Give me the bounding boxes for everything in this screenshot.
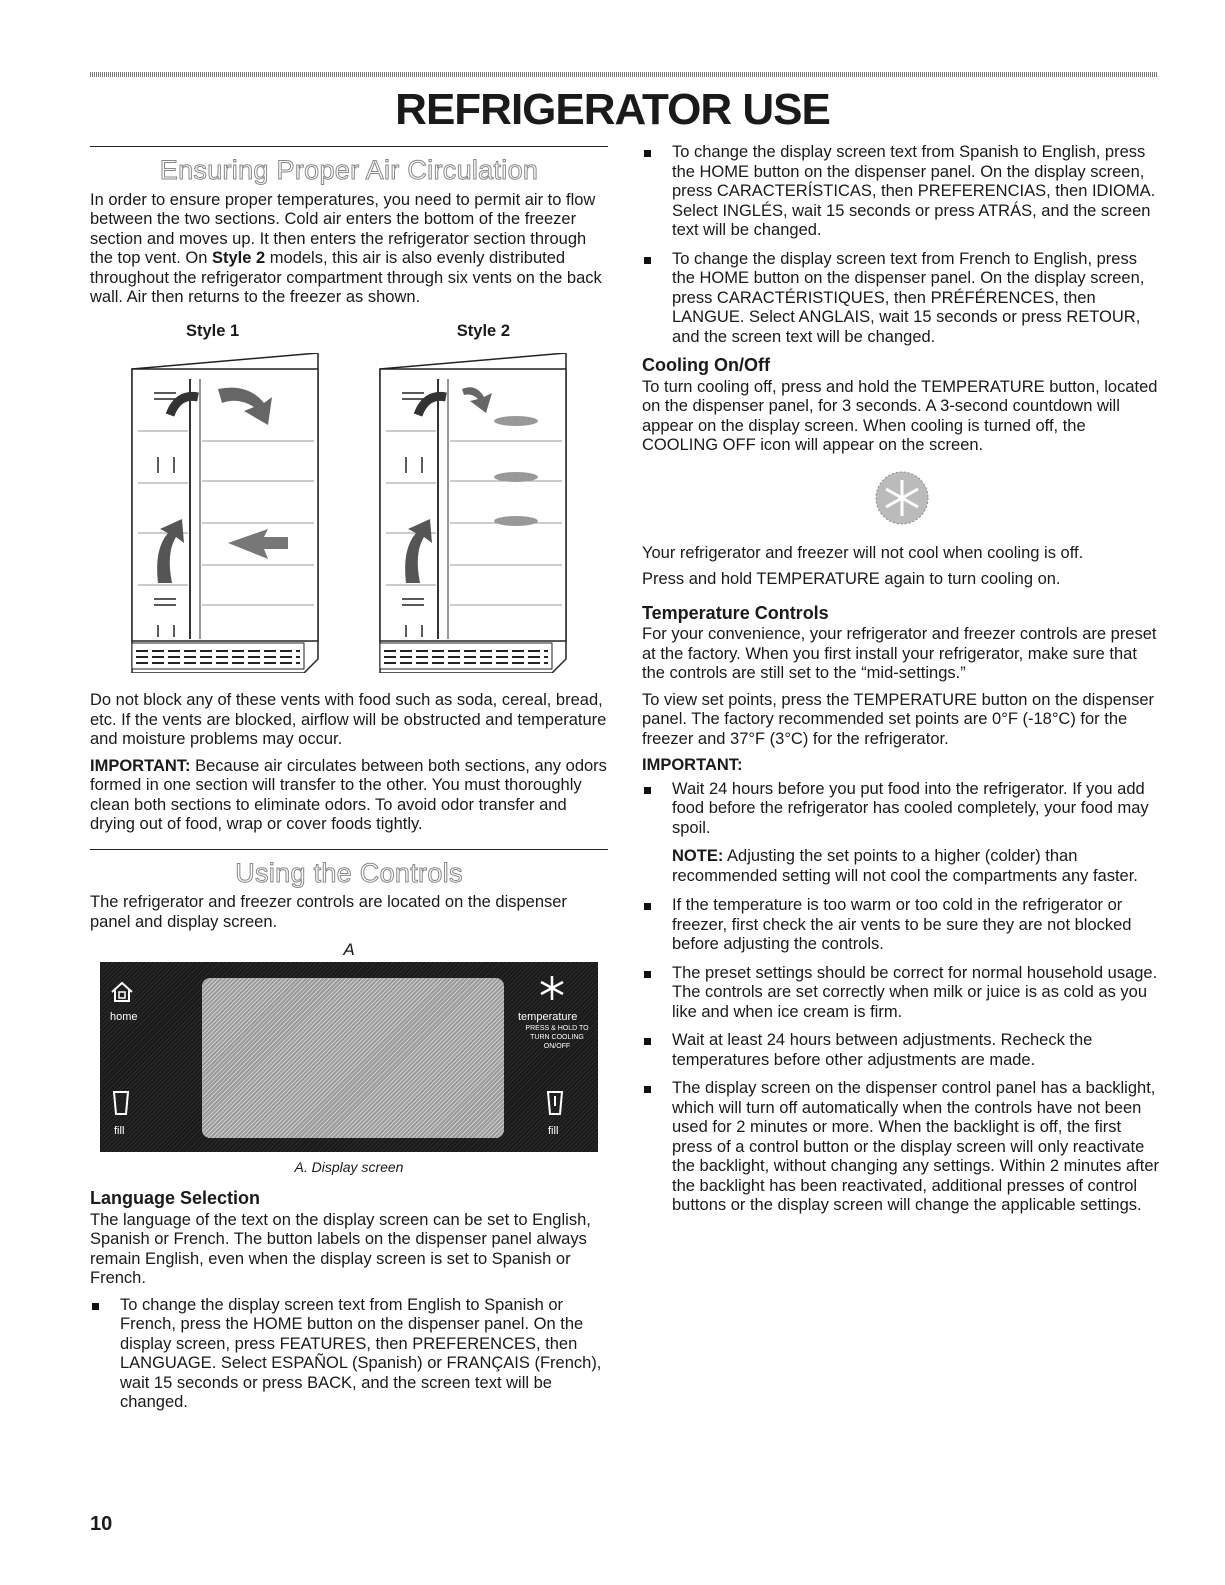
ice-glass-icon[interactable] bbox=[546, 1090, 564, 1116]
fill-right-label: fill bbox=[548, 1124, 559, 1137]
temp-bullet: The display screen on the dispenser control panel has a backlight, which will turn off automatically when the controls have not been used for 2 minutes or more. When the backlight is off, the first press of a control button or the display screen will only reactivate the backlight, without changing any settings. Within 2 minutes after the backlight has been reactivated, additional presses of control buttons or the display screen will change the applicable settings. bbox=[642, 1079, 1162, 1216]
temp-paragraph: For your convenience, your refrigerator and freezer controls are preset at the factory. When you first install your refrigerator, make sure that the controls are still set to the “mid-settings.” bbox=[642, 625, 1157, 682]
cooling-off-figure bbox=[642, 470, 1162, 526]
snowflake-icon[interactable] bbox=[538, 974, 566, 1002]
temp-bullet: If the temperature is too warm or too cold in the refrigerator or freezer, first check the air vents to be sure they are not blocked before adjusting the controls. bbox=[642, 896, 1162, 955]
controls-paragraph: The refrigerator and freezer controls are located on the dispenser panel and display screen. bbox=[90, 893, 567, 931]
temp-bullet: The preset settings should be correct for normal household usage. The controls are set correctly when milk or juice is as cold as you like and when ice cream is firm. bbox=[642, 964, 1162, 1023]
page-title: REFRIGERATOR USE bbox=[395, 85, 830, 134]
section-divider bbox=[90, 146, 608, 147]
style-labels bbox=[90, 322, 608, 342]
cooling-paragraph: To turn cooling off, press and hold the TEMPERATURE button, located on the dispenser panel, for 3 seconds. A 3-second countdown will appear on the display screen. When cooling is turned off, the COOLING OFF icon will appear on the screen. bbox=[642, 377, 1158, 454]
setpoints-paragraph: To view set points, press the TEMPERATURE button on the dispenser panel. The factory recommended set points are 0°F (-18°C) for the freezer and 37°F (3°C) for the refrigerator. bbox=[642, 690, 1155, 748]
cooling-on-note: Press and hold TEMPERATURE again to turn cooling on. bbox=[642, 570, 1061, 588]
page-number: 10 bbox=[90, 1513, 113, 1535]
style2-diagram bbox=[366, 353, 568, 673]
air-circulation-heading: Ensuring Proper Air Circulation bbox=[159, 155, 539, 185]
style2-label: Style 2 bbox=[456, 321, 510, 340]
panel-caption: A. Display screen bbox=[294, 1158, 404, 1175]
cooling-heading: Cooling On/Off bbox=[642, 355, 770, 375]
vents-paragraph: Do not block any of these vents with food such as soda, cereal, bread, etc. If the vents are blocked, airflow will be obstructed and temperature and moisture problems may occur. bbox=[90, 691, 607, 748]
callout-a: A bbox=[343, 940, 355, 959]
odor-paragraph: IMPORTANT: Because air circulates between both sections, any odors formed in one section will transfer to the other. You must thoroughly clean both sections to eliminate odors. To avoid odor transfer and drying out of food, wrap or cover foods tightly. bbox=[90, 756, 607, 833]
cooling-note: Your refrigerator and freezer will not cool when cooling is off. bbox=[642, 543, 1084, 562]
home-icon[interactable] bbox=[110, 980, 134, 1004]
important-label: IMPORTANT: bbox=[642, 756, 743, 774]
note-paragraph: NOTE: Adjusting the set points to a higher (colder) than recommended setting will not cool the compartments any faster. bbox=[672, 847, 1138, 885]
cooling-off-icon bbox=[874, 470, 930, 526]
water-glass-icon[interactable] bbox=[112, 1090, 130, 1116]
language-bullet: To change the display screen text from Spanish to English, press the HOME button on the dispenser panel. On the display screen, press CARACTERÍSTICAS, then PREFERENCIAS, then IDIOMA. Select INGLÉS, wait 15 seconds or press ATRÁS, and the screen text will be changed. bbox=[642, 143, 1162, 241]
section-divider bbox=[90, 849, 608, 850]
controls-heading: Using the Controls bbox=[235, 857, 463, 888]
header-rule bbox=[90, 72, 1158, 77]
left-column bbox=[90, 146, 608, 1422]
temp-bullet: Wait 24 hours before you put food into the refrigerator. If you add food before the refrigerator has cooled completely, your food may spoil. bbox=[642, 780, 1162, 839]
air-paragraph: In order to ensure proper temperatures, you need to permit air to flow between the two sections. Cold air enters the bottom of the freezer section and moves up. It then enters the refrigerator section through the top vent. On Style 2 models, this air is also evenly distributed throughout the refrigerator compartment through six vents on the back wall. Air then returns to the freezer as shown. bbox=[90, 190, 602, 306]
temperature-label: temperature bbox=[518, 1010, 578, 1023]
display-screen[interactable] bbox=[202, 978, 504, 1138]
dispenser-panel bbox=[100, 962, 598, 1152]
style1-diagram bbox=[118, 353, 320, 673]
fill-left-label: fill bbox=[114, 1124, 125, 1137]
hold-instruction: PRESS & HOLD TO TURN COOLING ON/OFF bbox=[525, 1024, 589, 1050]
airflow-figure bbox=[118, 353, 608, 673]
language-paragraph: The language of the text on the display screen can be set to English, Spanish or French. The button labels on the dispenser panel always remain English, even when the display screen is set to Spanish or French. bbox=[90, 1210, 591, 1287]
style1-label: Style 1 bbox=[186, 321, 240, 340]
language-heading: Language Selection bbox=[90, 1188, 261, 1208]
temp-heading: Temperature Controls bbox=[642, 602, 829, 623]
language-bullet: To change the display screen text from French to English, press the HOME button on the dispenser panel. On the display screen, press CARACTÉRISTIQUES, then PRÉFÉRENCES, then LANGUE. Select ANGLAIS, wait 15 seconds or press RETOUR, and the screen text will be changed. bbox=[642, 250, 1162, 348]
home-label: home bbox=[110, 1010, 138, 1023]
temp-bullet: Wait at least 24 hours between adjustments. Recheck the temperatures before other adjustments are made. bbox=[642, 1031, 1162, 1070]
language-bullet: To change the display screen text from English to Spanish or French, press the HOME button on the dispenser panel. On the display screen, press FEATURES, then PREFERENCES, then LANGUAGE. Select ESPAÑOL (Spanish) or FRANÇAIS (French), wait 15 seconds or press BACK, and the screen text will be changed. bbox=[90, 1296, 608, 1413]
right-column bbox=[642, 143, 1162, 1225]
